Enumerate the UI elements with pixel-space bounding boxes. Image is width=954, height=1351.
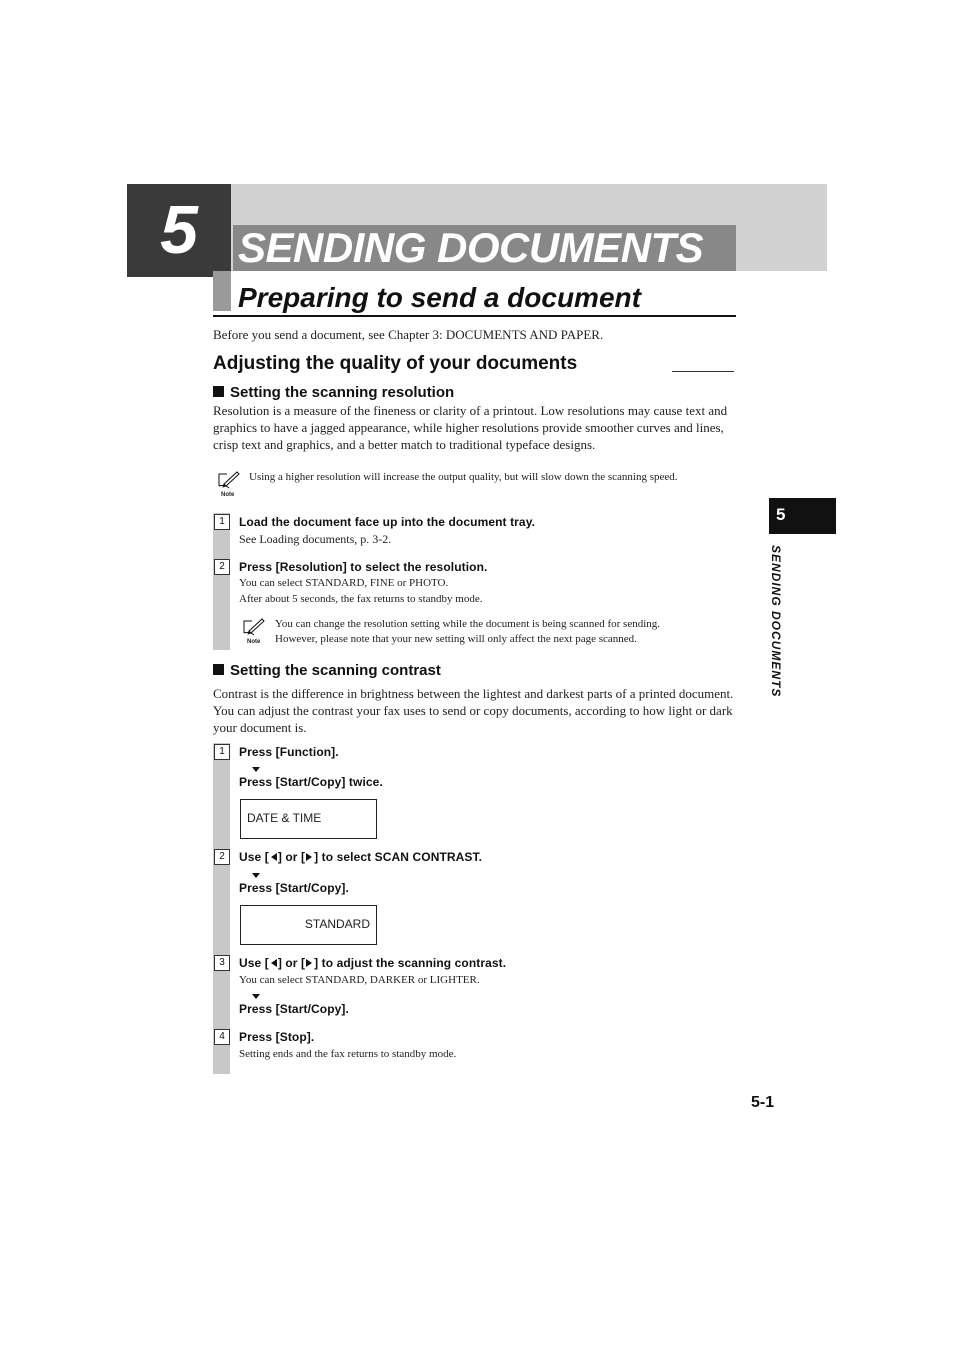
section-marker: [213, 271, 231, 311]
subsection-title: Adjusting the quality of your documents: [213, 353, 578, 374]
step-number: 2: [214, 849, 230, 865]
contrast-steps-bar: [213, 743, 230, 1074]
right-arrow-icon: [306, 853, 312, 861]
down-arrow-icon: [252, 994, 260, 999]
lcd-display: [240, 799, 377, 839]
step-heading: Press [Start/Copy].: [239, 881, 349, 895]
contrast-heading: Setting the scanning contrast: [213, 662, 441, 680]
step-heading: Use [ ] or [ ] to adjust the scanning contrast.: [239, 956, 507, 970]
lcd-text: DATE & TIME: [247, 811, 322, 825]
step-number: 3: [214, 955, 230, 971]
page-number: 5-1: [751, 1094, 775, 1111]
note-label: Note: [247, 639, 261, 645]
right-arrow-icon: [306, 959, 312, 967]
step-subtext: Setting ends and the fax returns to standby mode.: [239, 1048, 457, 1060]
step-subtext: You can select STANDARD, DARKER or LIGHTER.: [239, 974, 480, 986]
step-heading: Press [Start/Copy].: [239, 1002, 349, 1016]
step-subtext: You can select STANDARD, FINE or PHOTO.: [239, 577, 449, 589]
step-heading: Press [Stop].: [239, 1030, 315, 1044]
note-label: Note: [221, 492, 235, 498]
step-note-line: However, please note that your new setting will only affect the next page scanned.: [275, 633, 637, 645]
down-arrow-icon: [252, 767, 260, 772]
section-divider: [213, 315, 736, 317]
step-heading: Press [Function].: [239, 745, 339, 759]
section-title: Preparing to send a document: [238, 282, 641, 313]
chapter-tab-label: SENDING DOCUMENTS: [769, 545, 783, 698]
step-heading: Press [Resolution] to select the resolution.: [239, 560, 488, 574]
left-arrow-icon: [271, 853, 277, 861]
step-subtext: See Loading documents, p. 3-2.: [239, 532, 392, 546]
square-bullet-icon: [213, 386, 224, 397]
lcd-text: STANDARD: [304, 917, 370, 931]
step-number: 4: [214, 1029, 230, 1045]
left-arrow-icon: [271, 959, 277, 967]
chapter-tab-number: 5: [776, 505, 786, 524]
contrast-description: Contrast is the difference in brightness between the lightest and darkest parts of a printed document. You can adjust the contrast your fax uses to send or copy documents, according to how light or dark your document is.: [213, 686, 734, 735]
resolution-description: Resolution is a measure of the fineness or clarity of a printout. Low resolutions may cause text and graphics to have a jagged appearance, while higher resolutions provide smoother curves and lines, crisp text and graphics, and a better match to traditional typeface designs.: [213, 403, 728, 452]
intro-text: Before you send a document, see Chapter 3: DOCUMENTS AND PAPER.: [213, 327, 604, 342]
step-number: 1: [214, 514, 230, 530]
step-subtext: After about 5 seconds, the fax returns to standby mode.: [239, 593, 483, 605]
resolution-note: Using a higher resolution will increase the output quality, but will slow down the scanning speed.: [249, 471, 678, 483]
subsection-rule: [672, 371, 734, 372]
square-bullet-icon: [213, 664, 224, 675]
resolution-heading: Setting the scanning resolution: [213, 384, 454, 402]
down-arrow-icon: [252, 873, 260, 878]
step-note-line: You can change the resolution setting while the document is being scanned for sending.: [275, 618, 661, 630]
chapter-number: 5: [160, 192, 198, 268]
step-heading: Use [ ] or [ ] to select SCAN CONTRAST.: [239, 850, 483, 864]
step-heading: Press [Start/Copy] twice.: [239, 775, 383, 789]
lcd-display: [240, 905, 377, 945]
chapter-title: SENDING DOCUMENTS: [238, 224, 704, 271]
step-heading: Load the document face up into the document tray.: [239, 515, 536, 529]
resolution-steps-bar: [213, 513, 230, 650]
step-number: 1: [214, 744, 230, 760]
step-number: 2: [214, 559, 230, 575]
